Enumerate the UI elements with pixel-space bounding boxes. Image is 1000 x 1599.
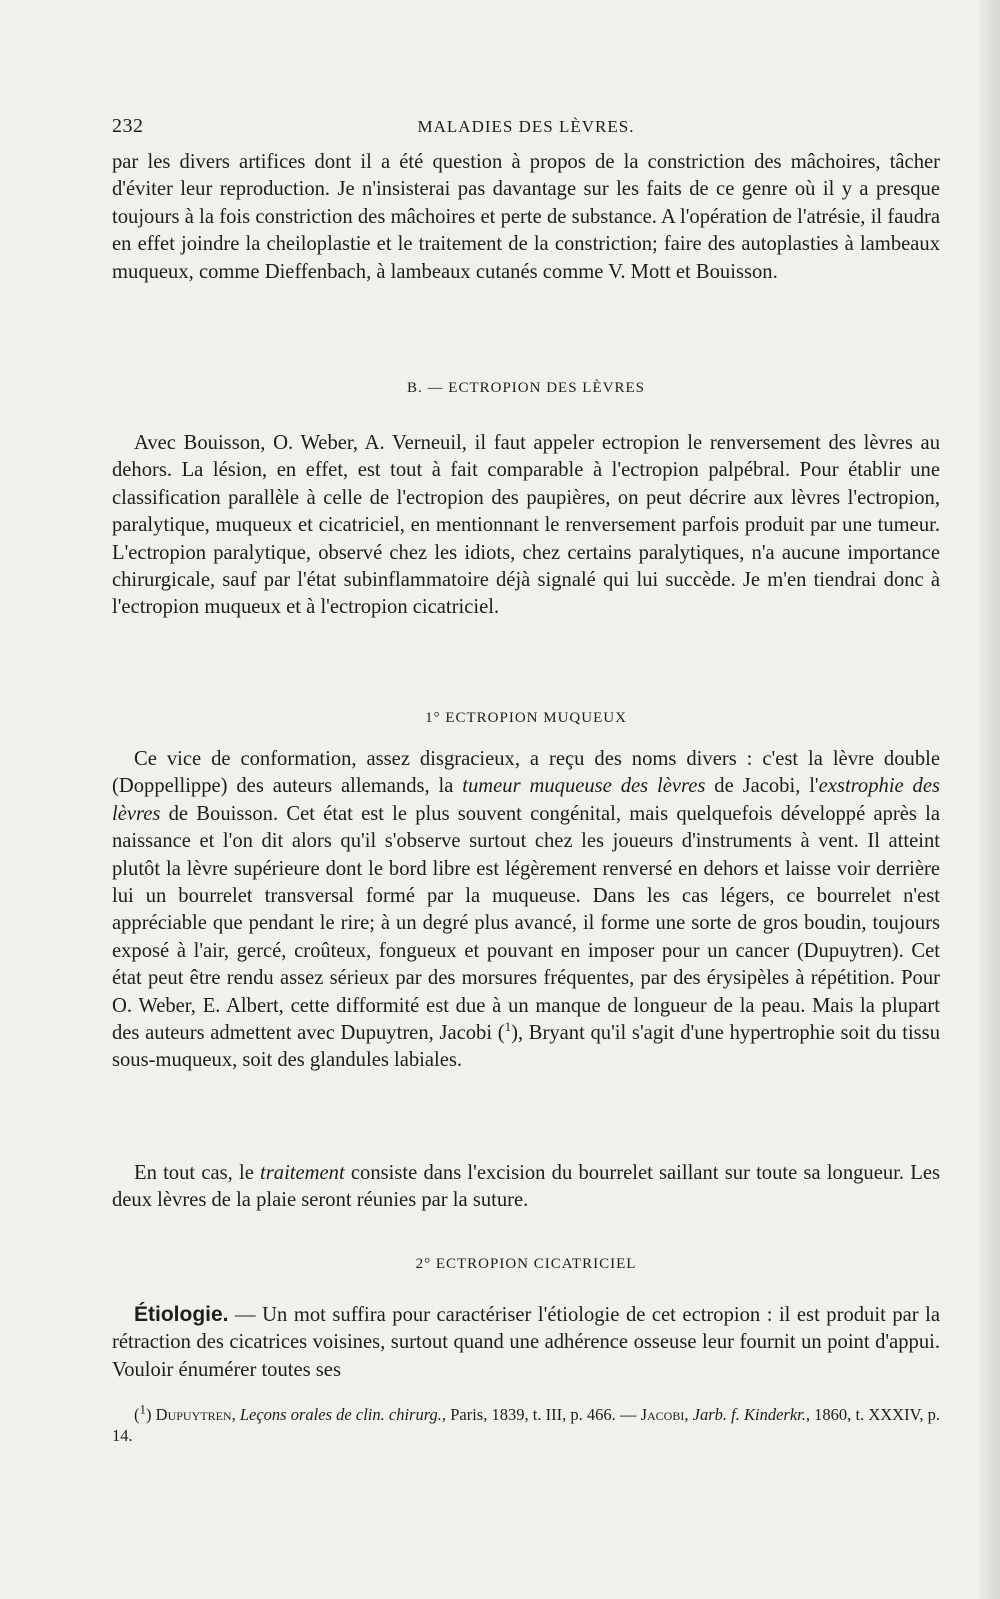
text-run: de Bouisson. Cet état est le plus souvent congénital, mais quelquefois développé après la naissance et l'on dit alors qu'il s'observe surtout chez les joueurs d'instruments à vent. Il atteint plutôt la lèvre supérieure dont le bord libre est légèrement renversé en dehors et laisse voir derrière lui un bourrelet transversal formé par la muqueuse. Dans les cas légers, ce bourrelet n'est appréciable que pendant le rire; à un degré plus avancé, il forme une sorte de gros boudin, toujours exposé à l'air, gercé, croûteux, fongueux et pouvant en imposer pour un cancer (Dupuytren). Cet état peut être rendu assez sérieux par des morsures fréquentes, par des érysipèles à répétition. Pour O. Weber, E. Albert, cette difformité est due à un manque de longueur de la peau. Mais la plupart des auteurs admettent avec Dupuytren, Jacobi ( <box>112 802 940 1045</box>
paragraph-text <box>112 746 940 1075</box>
text-run: ), Bryant qu'il s'agit d'une hypertrophie soit du tissu sous-muqueux, soit des glandules labiales. <box>112 1022 940 1072</box>
section-b-title: B. — ECTROPION DES LÈVRES <box>407 380 645 396</box>
text-run: consiste dans l'excision du bourrelet saillant sur toute sa longueur. Les deux lèvres de la plaie seront réunies par la suture. <box>112 1162 940 1212</box>
footnote-ref: , 1860, t. XXXIV, p. 14. <box>112 1405 941 1445</box>
footnote-ref: , Paris, 1839, t. III, p. 466. — <box>441 1405 641 1424</box>
paragraph-text <box>112 1160 940 1215</box>
paragraph-3 <box>112 746 940 1075</box>
section-1-title: 1° ECTROPION MUQUEUX <box>425 710 627 726</box>
paragraph-1 <box>112 149 940 286</box>
paragraph-text: Avec Bouisson, O. Weber, A. Verneuil, il faut appeler ectropion le renversement des lèvres au dehors. La lésion, en effet, est tout à fait comparable à l'ectropion palpébral. Pour établir une classification parallèle à celle de l'ectropion des paupières, on peut décrire aux lèvres l'ectropion, paralytique, muqueux et cicatriciel, en mentionnant le renversement parfois produit par une tumeur. L'ectropion paralytique, observé chez les idiots, chez certains paralytiques, n'a aucune importance chirurgicale, sauf par l'état subinflammatoire déjà signalé qui lui succède. Je m'en tiendrai donc à l'ectropion muqueux et à l'ectropion cicatriciel. <box>112 432 940 619</box>
italic-term: tumeur muqueuse des lèvres <box>462 775 706 798</box>
page-header <box>112 115 940 141</box>
etiology-label: Étiologie. <box>134 1303 229 1326</box>
footnote-author: Dupuytren <box>155 1405 232 1424</box>
page-number: 232 <box>112 115 144 137</box>
footnote-1: ($^1$) Dupuytren, Leçons orales de clin. chirurg., Paris, 1839, t. III, p. 466. — Jacobi, Jarb. f. Kinderkr., 1860, t. XXXIV, p. 14. <box>112 1401 941 1445</box>
footnote-author: Jacobi <box>640 1405 685 1424</box>
paragraph-text: par les divers artifices dont il a été question à propos de la constriction des mâchoires, tâcher d'éviter leur reproduction. Je n'insisterai pas davantage sur les faits de ce genre où il y a presque toujours à la fois constriction des mâchoires et perte de substance. A l'opération de l'atrésie, il faudra en effet joindre la cheiloplastie et le traitement de la constriction; faire des autoplasties à lambeaux muqueux, comme Dieffenbach, à lambeaux cutanés comme V. Mott et Bouisson. <box>112 151 940 283</box>
paragraph-5 <box>112 1301 940 1384</box>
page-edge-shadow <box>980 0 1000 1599</box>
paragraph-2 <box>112 430 940 622</box>
footnote-reference[interactable]: 1 <box>504 1019 512 1035</box>
footnote-mark: 1 <box>139 1401 146 1417</box>
footnotes <box>112 1401 941 1446</box>
footnote-title: Jarb. f. Kinderkr. <box>692 1405 806 1424</box>
italic-term: exstrophie des lèvres <box>112 775 940 825</box>
running-title: MALADIES DES LÈVRES. <box>417 117 635 136</box>
text-run: En tout cas, le <box>134 1162 261 1184</box>
paragraph-text <box>112 1301 940 1384</box>
paragraph-4 <box>112 1160 940 1215</box>
text-run: de Jacobi, l' <box>705 775 819 798</box>
footnote-title: Leçons orales de clin. chirurg. <box>239 1405 442 1424</box>
text-run: Ce vice de conformation, assez disgracieux, a reçu des noms divers : c'est la lèvre double (Doppellippe) des auteurs allemands, la <box>112 748 940 798</box>
italic-term: traitement <box>260 1162 345 1184</box>
section-2-title: 2° ECTROPION CICATRICIEL <box>415 1256 637 1272</box>
text-run: — Un mot suffira pour caractériser l'étiologie de cet ectropion : il est produit par la rétraction des cicatrices voisines, surtout quand une adhérence osseuse leur fournit un point d'appui. Vouloir énumérer toutes ses <box>112 1304 940 1381</box>
